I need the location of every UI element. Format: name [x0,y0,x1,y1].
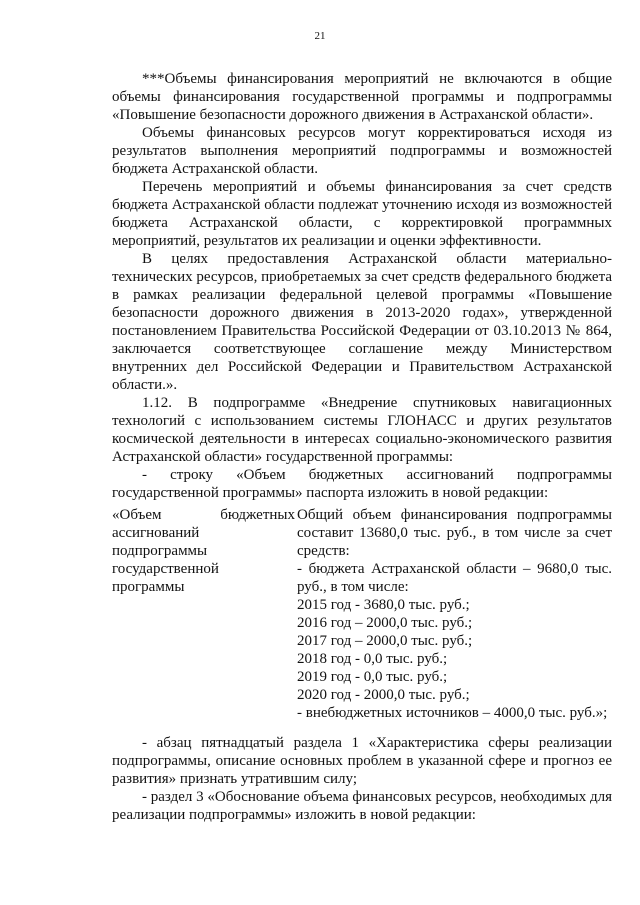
passport-row-year: 2015 год - 3680,0 тыс. руб.; [297,597,470,613]
passport-row-intro: Общий объем финансирования подпрограммы составит 13680,0 тыс. руб., в том числе за счет средств: [297,507,612,559]
passport-row-extrabudget: - внебюджетных источников – 4000,0 тыс. руб.»; [297,705,608,721]
passport-row-regional-budget: - бюджета Астраханской области – 9680,0 тыс. руб., в том числе: [297,561,612,595]
paragraph-section1-repeal: - абзац пятнадцатый раздела 1 «Характеристика сферы реализации подпрограммы, описание основных проблем в указанной сфере и прогноз ее развития» признать утратившим силу; [112,735,612,787]
paragraph-funding-note: ***Объемы финансирования мероприятий не включаются в общие объемы финансирования государственной программы и подпрограммы «Повышение безопасности дорожного движения в Астраханской области». [112,71,612,123]
paragraph-passport-row-instruction: - строку «Объем бюджетных ассигнований подпрограммы государственной программы» паспорта изложить в новой редакции: [112,467,612,501]
passport-row-year: 2019 год - 0,0 тыс. руб.; [297,669,448,685]
passport-row-table [112,506,612,722]
document-body [112,70,612,824]
paragraph-glonass-subprogram: 1.12. В подпрограмме «Внедрение спутниковых навигационных технологий с использованием системы ГЛОНАСС и других результатов космической деятельности в интересах социально-экономического развития Астраханской области» государственной программы: [112,395,612,465]
passport-row-year: 2016 год – 2000,0 тыс. руб.; [297,615,473,631]
paragraph-section3-new-edition: - раздел 3 «Обоснование объема финансовых ресурсов, необходимых для реализации подпрограммы» изложить в новой редакции: [112,789,612,823]
passport-row-label: «Объем бюджетных ассигнований подпрограммы государственной программы [112,507,295,595]
page-number: 21 [314,30,326,42]
passport-row-year: 2018 год - 0,0 тыс. руб.; [297,651,448,667]
passport-row-year: 2020 год - 2000,0 тыс. руб.; [297,687,470,703]
paragraph-adjustment: Объемы финансовых ресурсов могут корректироваться исходя из результатов выполнения мероприятий подпрограммы и возможностей бюджета Астраханской области. [112,125,612,177]
paragraph-agreement: В целях предоставления Астраханской области материально-технических ресурсов, приобретаемых за счет средств федерального бюджета в рамках реализации федеральной целевой программы «Повышение безопасности дорожного движения в 2013-2020 годах», утвержденной постановлением Правительства Российской Федерации от 03.10.2013 № 864, заключается соответствующее соглашение между Министерством внутренних дел Российской Федерации и Правительством Астраханской области.». [112,251,612,393]
passport-row-year: 2017 год – 2000,0 тыс. руб.; [297,633,473,649]
paragraph-measures-list: Перечень мероприятий и объемы финансирования за счет средств бюджета Астраханской области подлежат уточнению исходя из возможностей бюджета Астраханской области, с корректировкой программных мероприятий, результатов их реализации и оценки эффективности. [112,179,612,249]
passport-row-value [297,506,612,722]
